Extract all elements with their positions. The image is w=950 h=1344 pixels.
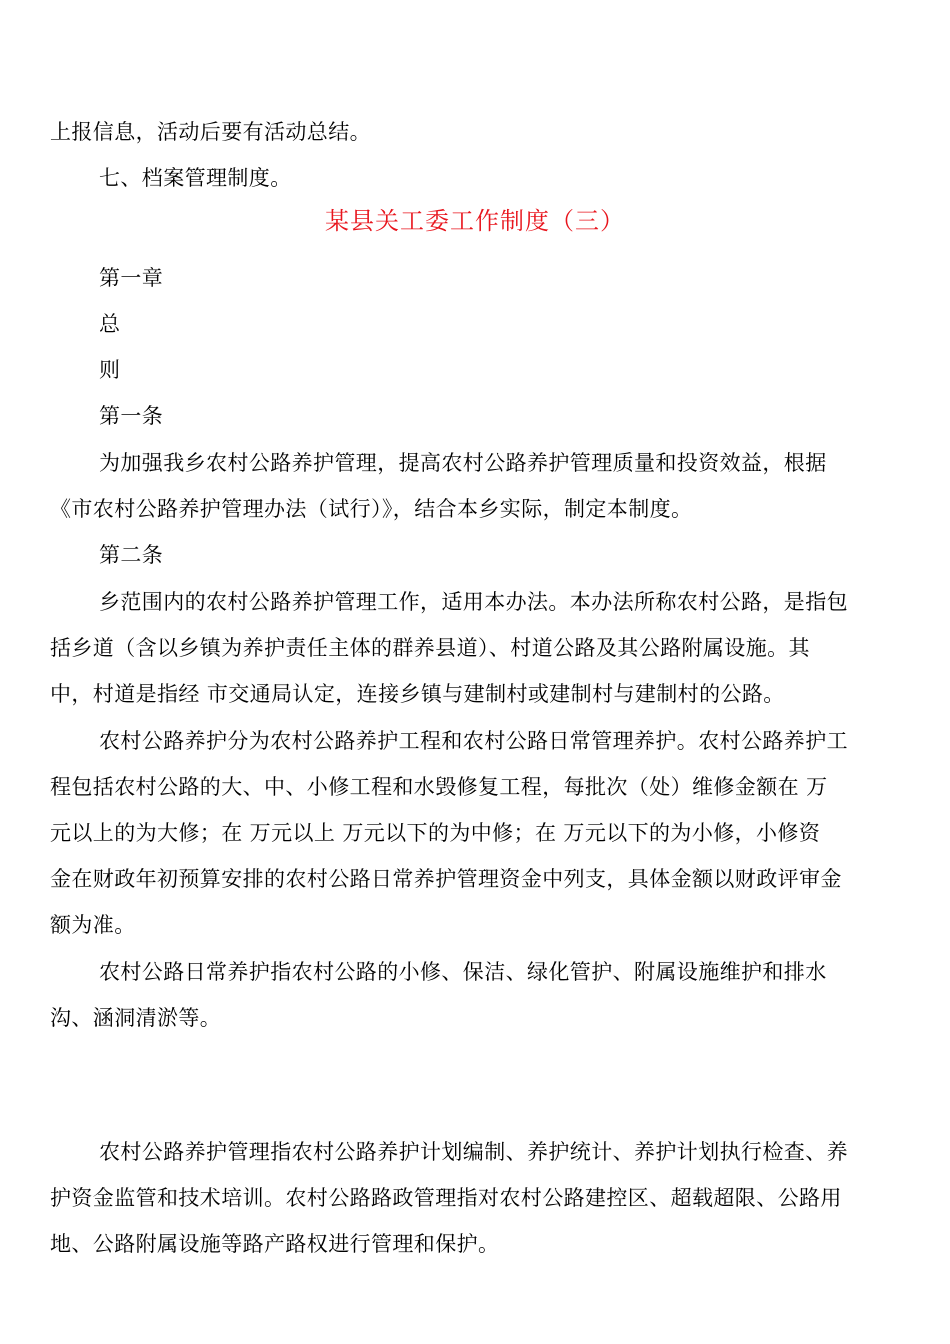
text-line: 农村公路日常养护指农村公路的小修、保洁、绿化管护、附属设施维护和排水 <box>99 960 827 984</box>
text-line: 农村公路养护管理指农村公路养护计划编制、养护统计、养护计划执行检查、养 <box>99 1140 848 1164</box>
text-line: 《市农村公路养护管理办法（试行）》，结合本乡实际，制定本制度。 <box>50 497 693 521</box>
text-line: 护资金监管和技术培训。农村公路路政管理指对农村公路建控区、超载超限、公路用 <box>50 1186 842 1210</box>
text-line: 农村公路养护分为农村公路养护工程和农村公路日常管理养护。农村公路养护工 <box>99 729 848 753</box>
text-line: 沟、涵洞清淤等。 <box>50 1006 222 1030</box>
text-line: 元以上的为大修；在 万元以上 万元以下的为中修；在 万元以下的为小修，小修资 <box>50 821 821 845</box>
text-line: 乡范围内的农村公路养护管理工作，适用本办法。本办法所称农村公路，是指包 <box>99 590 848 614</box>
text-line: 金在财政年初预算安排的农村公路日常养护管理资金中列支，具体金额以财政评审金 <box>50 867 842 891</box>
document-title: 某县关工委工作制度（三） <box>325 207 625 235</box>
chapter-title-char: 则 <box>99 358 121 382</box>
section-heading: 七、档案管理制度。 <box>99 166 292 190</box>
text-line: 程包括农村公路的大、中、小修工程和水毁修复工程，每批次（处）维修金额在 万 <box>50 775 828 799</box>
chapter-label: 第一章 <box>99 266 164 290</box>
text-line: 地、公路附属设施等路产路权进行管理和保护。 <box>50 1232 500 1256</box>
text-line: 上报信息，活动后要有活动总结。 <box>50 120 371 144</box>
text-line: 中，村道是指经 市交通局认定，连接乡镇与建制村或建制村与建制村的公路。 <box>50 682 785 706</box>
article-label: 第二条 <box>99 543 164 567</box>
article-label: 第一条 <box>99 404 164 428</box>
text-line: 为加强我乡农村公路养护管理，提高农村公路养护管理质量和投资效益，根据 <box>99 451 827 475</box>
text-line: 括乡道（含以乡镇为养护责任主体的群养县道）、村道公路及其公路附属设施。其 <box>50 636 810 660</box>
text-line: 额为准。 <box>50 913 136 937</box>
chapter-title-char: 总 <box>99 312 121 336</box>
